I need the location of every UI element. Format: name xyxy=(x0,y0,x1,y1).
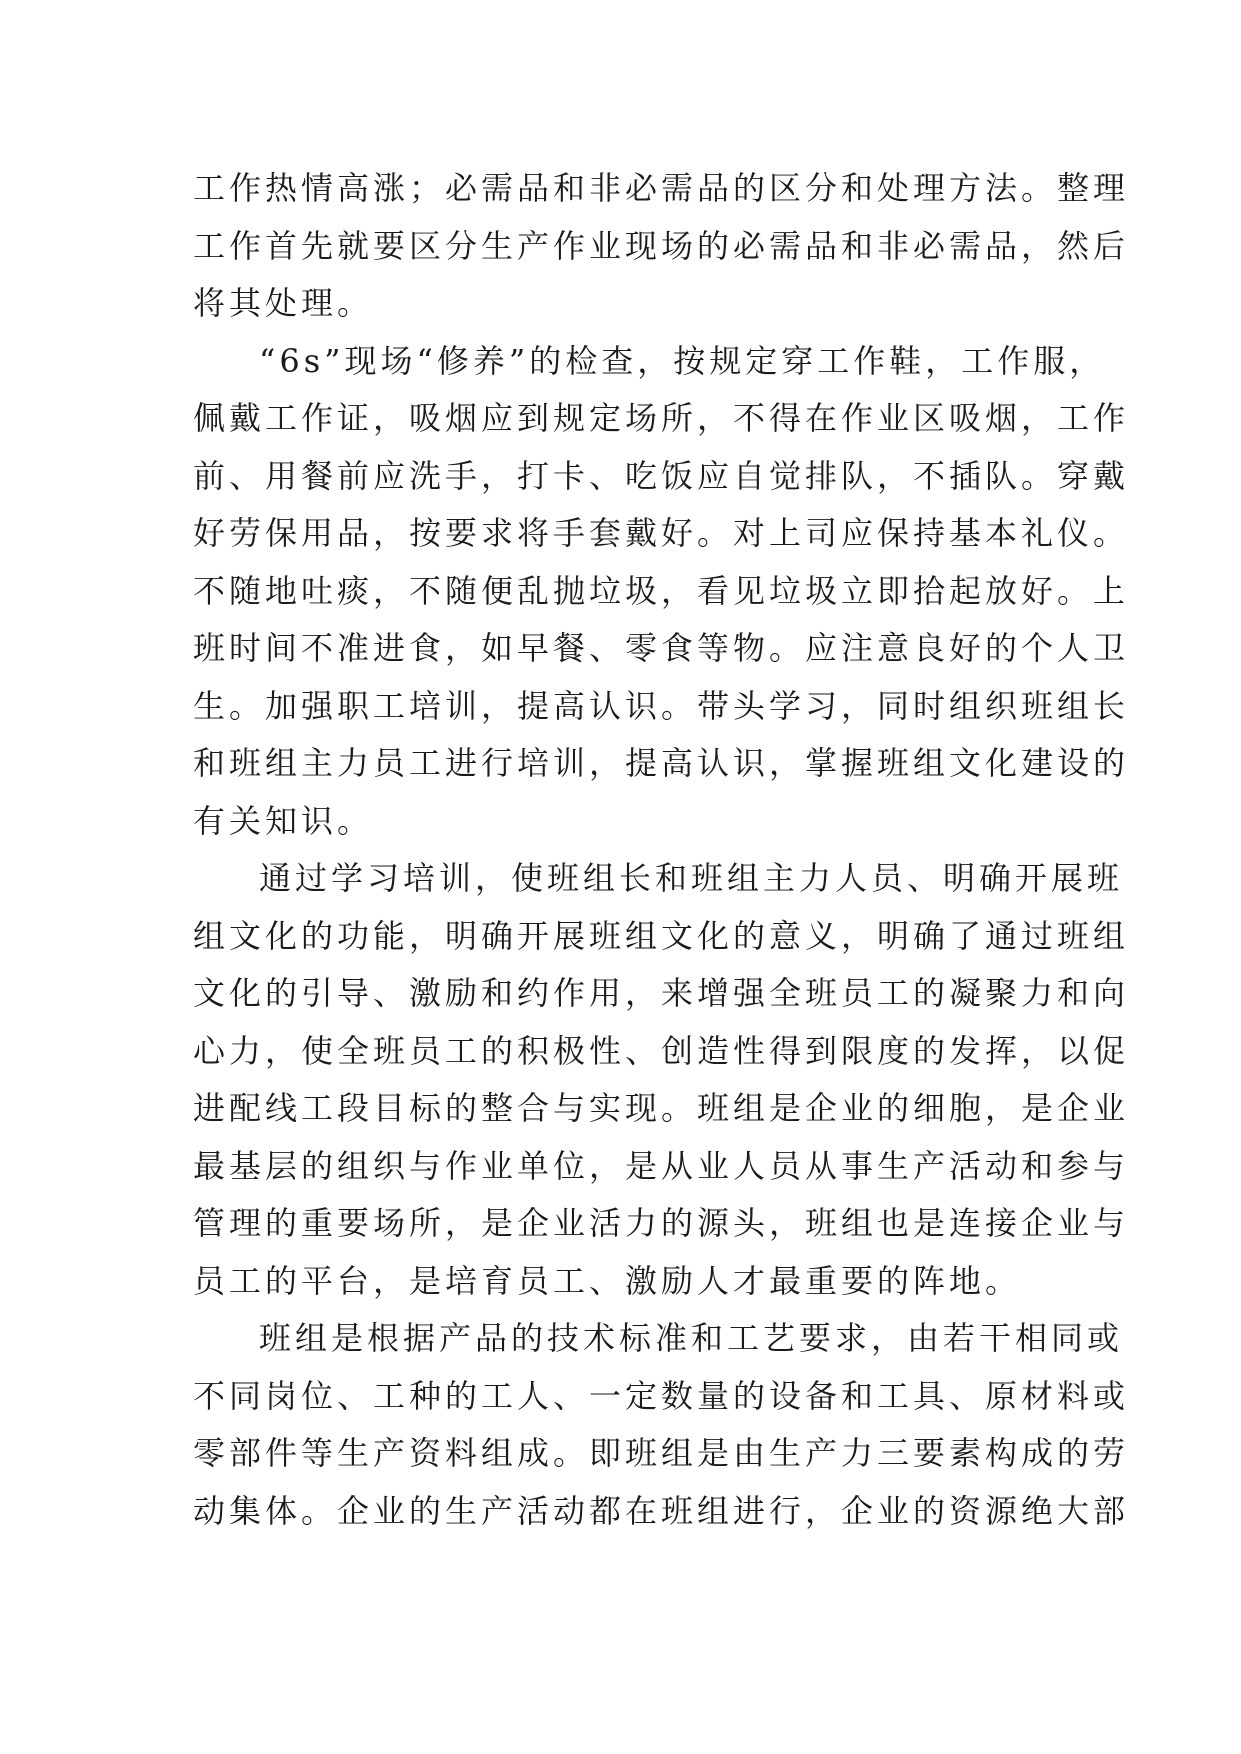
text-line: 班时间不准进食，如早餐、零食等物。应注意良好的个人卫 xyxy=(193,629,1130,667)
text-line: 和班组主力员工进行培训，提高认识，掌握班组文化建设的 xyxy=(193,744,1130,782)
text-line: 生。加强职工培训，提高认识。带头学习，同时组织班组长 xyxy=(193,686,1130,725)
paragraph-first-line: “6s”现场“修养”的检查，按规定穿工作鞋，工作服， xyxy=(259,341,1106,380)
paragraph-first-line: 通过学习培训，使班组长和班组主力人员、明确开展班 xyxy=(259,859,1124,897)
text-line: 前、用餐前应洗手，打卡、吃饭应自觉排队，不插队。穿戴 xyxy=(193,456,1130,495)
text-line: 动集体。企业的生产活动都在班组进行，企业的资源绝大部 xyxy=(193,1491,1130,1530)
text-line: 佩戴工作证，吸烟应到规定场所，不得在作业区吸烟，工作 xyxy=(193,399,1130,437)
text-line: 不随地吐痰，不随便乱抛垃圾，看见垃圾立即拾起放好。上 xyxy=(193,571,1130,610)
text-line: 员工的平台，是培育员工、激励人才最重要的阵地。 xyxy=(193,1261,1022,1300)
text-line: 工作热情高涨；必需品和非必需品的区分和处理方法。整理 xyxy=(193,169,1130,207)
text-line: 管理的重要场所，是企业活力的源头，班组也是连接企业与 xyxy=(193,1204,1130,1242)
text-line: 工作首先就要区分生产作业现场的必需品和非必需品，然后 xyxy=(193,226,1130,265)
text-line: 文化的引导、激励和约作用，来增强全班员工的凝聚力和向 xyxy=(193,974,1130,1012)
text-line: 零部件等生产资料组成。即班组是由生产力三要素构成的劳 xyxy=(193,1434,1130,1472)
text-line: 组文化的功能，明确开展班组文化的意义，明确了通过班组 xyxy=(193,916,1130,955)
text-line: 不同岗位、工种的工人、一定数量的设备和工具、原材料或 xyxy=(193,1376,1130,1415)
paragraph-first-line: 班组是根据产品的技术标准和工艺要求，由若干相同或 xyxy=(259,1319,1124,1357)
text-line: 有关知识。 xyxy=(193,801,374,840)
text-line: 最基层的组织与作业单位，是从业人员从事生产活动和参与 xyxy=(193,1146,1130,1185)
body-text xyxy=(193,160,1130,1540)
text-line: 将其处理。 xyxy=(193,284,374,322)
text-line: 心力，使全班员工的积极性、创造性得到限度的发挥，以促 xyxy=(193,1031,1130,1070)
text-line: 好劳保用品，按要求将手套戴好。对上司应保持基本礼仪。 xyxy=(193,514,1130,552)
text-line: 进配线工段目标的整合与实现。班组是企业的细胞，是企业 xyxy=(193,1089,1130,1127)
